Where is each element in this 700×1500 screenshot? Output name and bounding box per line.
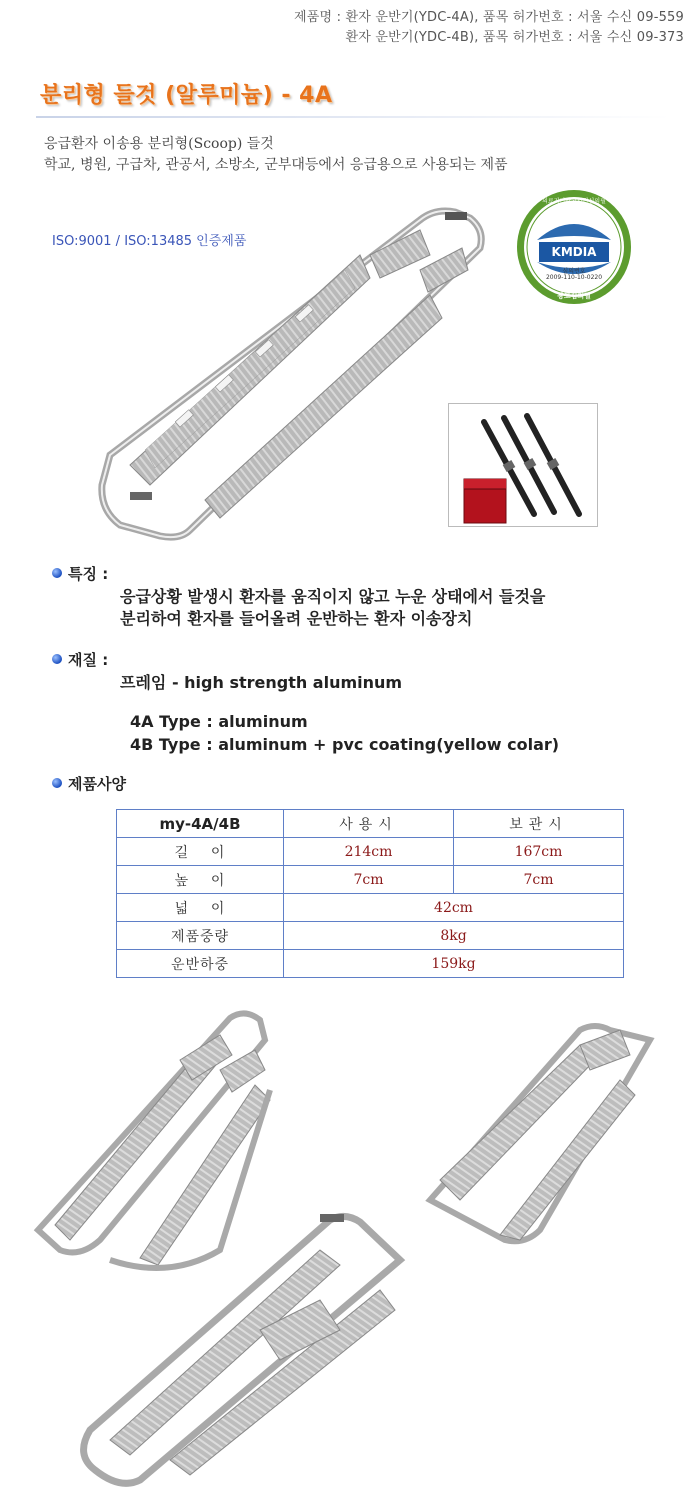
title-divider xyxy=(36,116,670,118)
material-type-4b: 4B Type : aluminum + pvc coating(yellow colar) xyxy=(130,735,560,754)
row-value: 8kg xyxy=(284,922,624,950)
page-title: 분리형 들것 (알루미늄) - 4A xyxy=(40,83,333,108)
row-label: 높 이 xyxy=(117,866,284,894)
table-row xyxy=(117,866,624,894)
permit-line-1: 제품명 : 환자 운반기(YDC-4A), 품목 허가번호 : 서울 수신 09-559 xyxy=(294,10,684,25)
table-row xyxy=(117,950,624,978)
row-label: 넓 이 xyxy=(117,894,284,922)
table-row xyxy=(117,810,624,838)
material-heading: 재질 : xyxy=(68,651,109,669)
model-cell: my-4A/4B xyxy=(117,810,284,838)
straps-and-bag-image xyxy=(449,404,597,526)
bullet-icon xyxy=(52,778,62,788)
features-heading: 특징 : xyxy=(68,565,109,583)
specs-heading: 제품사양 xyxy=(68,775,126,793)
kmdia-certificate-seal xyxy=(515,188,633,306)
seal-ring-bottom: 광고심의필 xyxy=(557,292,591,300)
row-value-use: 214cm xyxy=(284,838,454,866)
table-row xyxy=(117,838,624,866)
row-value-store: 167cm xyxy=(454,838,624,866)
bullet-icon xyxy=(52,568,62,578)
material-frame: 프레임 - high strength aluminum xyxy=(120,673,403,692)
description-line-2: 학교, 병원, 구급차, 관공서, 소방소, 군부대등에서 응급용으로 사용되는 제품 xyxy=(44,157,508,173)
column-header-use: 사용시 xyxy=(284,810,454,838)
row-value-use: 7cm xyxy=(284,866,454,894)
seal-ring-top: 의료기기광고사전심의필 xyxy=(542,198,606,205)
column-header-store: 보관시 xyxy=(454,810,624,838)
row-value-store: 7cm xyxy=(454,866,624,894)
seal-brand: KMDIA xyxy=(551,245,597,259)
seal-number: 2009-110-10-0220 xyxy=(545,274,603,281)
stretcher-main-image xyxy=(90,200,510,550)
bullet-icon xyxy=(52,654,62,664)
row-value: 159kg xyxy=(284,950,624,978)
permit-line-2: 환자 운반기(YDC-4B), 품목 허가번호 : 서울 수신 09-373 xyxy=(345,30,684,45)
accessory-image-frame xyxy=(448,403,598,527)
features-line-1: 응급상황 발생시 환자를 움직이지 않고 누운 상태에서 들것을 xyxy=(120,587,546,606)
stretcher-gallery-image xyxy=(20,1000,680,1490)
row-label: 운반하중 xyxy=(117,950,284,978)
iso-certification: ISO:9001 / ISO:13485 인증제품 xyxy=(52,234,247,249)
features-line-2: 분리하여 환자를 들어올려 운반하는 환자 이송장치 xyxy=(120,609,473,628)
table-row xyxy=(117,894,624,922)
material-type-4a: 4A Type : aluminum xyxy=(130,712,308,731)
seal-number-label: 심의번호 xyxy=(562,268,586,275)
spec-table xyxy=(116,809,624,978)
row-label: 길 이 xyxy=(117,838,284,866)
description-line-1: 응급환자 이송용 분리형(Scoop) 들것 xyxy=(44,136,274,152)
table-row xyxy=(117,922,624,950)
row-label: 제품중량 xyxy=(117,922,284,950)
row-value: 42cm xyxy=(284,894,624,922)
